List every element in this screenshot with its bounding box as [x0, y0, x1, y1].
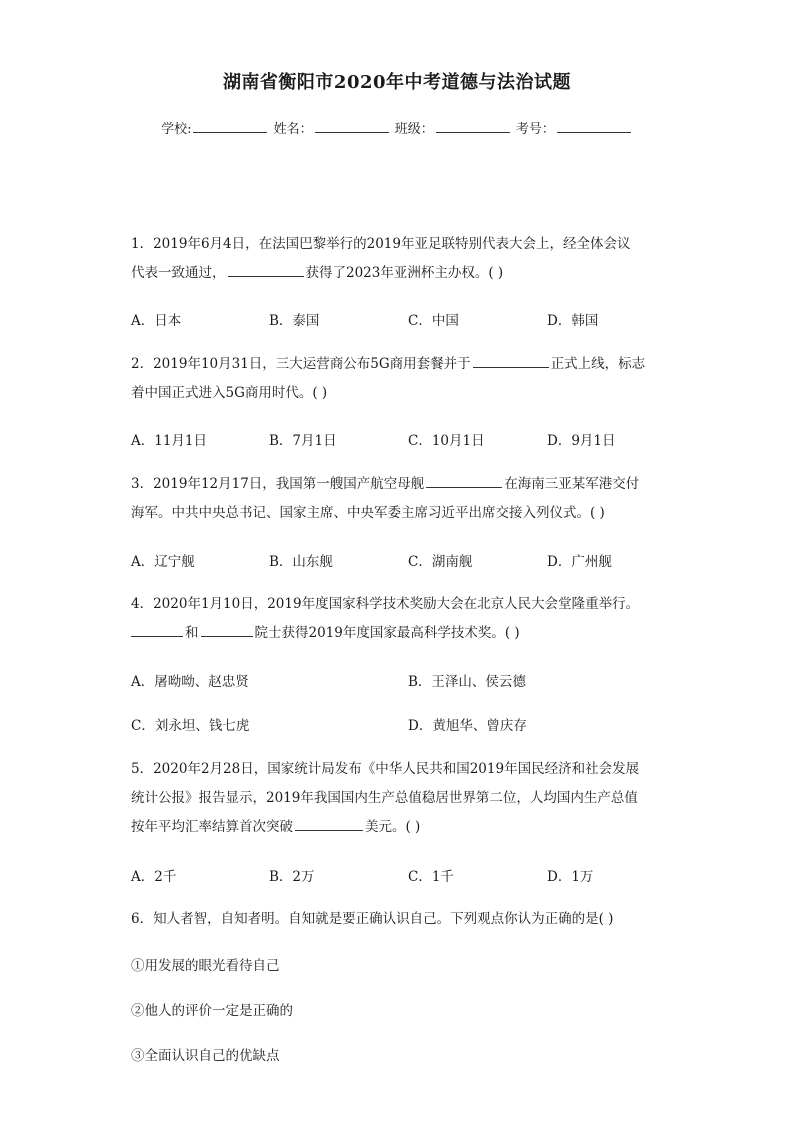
option-d: D．广州舰: [547, 554, 612, 570]
question-2-line-2: 着中国正式进入5G商用时代。( ): [131, 385, 328, 401]
name-label: 姓名：: [273, 122, 313, 137]
question-4-options-row-2: [131, 714, 691, 734]
option-c: C．中国: [408, 313, 459, 329]
page-title: 湖南省衡阳市2020年中考道德与法治试题: [222, 72, 572, 93]
school-blank: [193, 118, 267, 133]
question-5-line-3: 按年平均汇率结算首次突破 美元。( ): [131, 813, 671, 842]
question-4: [131, 590, 671, 648]
question-1-line-1: 1．2019年6月4日，在法国巴黎举行的2019年亚足联特别代表大会上，经全体会议: [131, 236, 631, 252]
question-4-line-1: 4．2020年1月10日，2019年度国家科学技术奖励大会在北京人民大会堂隆重举行。: [131, 596, 640, 612]
option-d: D．韩国: [547, 313, 599, 329]
statement-3: ③全面认识自己的优缺点: [131, 1048, 280, 1064]
option-a: A．日本: [131, 313, 182, 329]
question-5-line-1: 5．2020年2月28日，国家统计局发布《中华人民共和国2019年国民经济和社会发展: [131, 761, 640, 777]
question-4-options-row-1: [131, 670, 691, 690]
class-label: 班级：: [394, 122, 434, 137]
question-2-options: [131, 429, 691, 449]
question-1-line-2: 代表一致通过， 获得了2023年亚洲杯主办权。( ): [131, 259, 671, 288]
class-blank: [436, 118, 510, 133]
option-a: A．11月1日: [131, 433, 208, 449]
answer-blank: [201, 622, 253, 637]
question-3: [131, 470, 671, 528]
number-blank: [557, 118, 631, 133]
answer-blank: [228, 262, 304, 277]
option-c: C．10月1日: [408, 433, 485, 449]
option-c: C．刘永坦、钱七虎: [131, 718, 250, 734]
answer-blank: [426, 473, 502, 488]
question-3-line-1: 3．2019年12月17日，我国第一艘国产航空母舰 在海南三亚某军港交付: [131, 470, 671, 499]
option-b: B．王泽山、侯云德: [408, 674, 526, 690]
question-3-line-2: 海军。中共中央总书记、国家主席、中央军委主席习近平出席交接入列仪式。( ): [131, 505, 605, 521]
option-a: A．2千: [131, 869, 177, 885]
answer-blank: [295, 816, 363, 831]
option-b: B．7月1日: [269, 433, 337, 449]
question-1-options: [131, 309, 691, 329]
student-info-line: [0, 118, 794, 137]
question-5-line-2: 统计公报》报告显示，2019年我国国内生产总值稳居世界第二位，人均国内生产总值: [131, 790, 638, 806]
number-label: 考号：: [515, 122, 555, 137]
statement-2: ②他人的评价一定是正确的: [131, 1003, 293, 1019]
answer-blank: [131, 622, 183, 637]
school-label: 学校:: [161, 122, 192, 137]
option-b: B．泰国: [269, 313, 320, 329]
statement-1: ①用发展的眼光看待自己: [131, 958, 280, 974]
option-a: A．辽宁舰: [131, 554, 195, 570]
question-6-line-1: 6．知人者智，自知者明。自知就是要正确认识自己。下列观点你认为正确的是( ): [131, 911, 614, 927]
option-b: B．2万: [269, 869, 315, 885]
option-c: C．1千: [408, 869, 454, 885]
option-d: D．1万: [547, 869, 594, 885]
question-5: [131, 755, 671, 842]
option-d: D．黄旭华、曾庆存: [408, 718, 527, 734]
question-3-options: [131, 550, 691, 570]
question-6: [131, 905, 671, 934]
option-d: D．9月1日: [547, 433, 616, 449]
option-b: B．山东舰: [269, 554, 333, 570]
answer-blank: [473, 353, 549, 368]
option-c: C．湖南舰: [408, 554, 473, 570]
question-1: [131, 230, 671, 288]
question-4-line-2: 和 院士获得2019年度国家最高科学技术奖。( ): [131, 619, 671, 648]
question-2: [131, 350, 671, 408]
question-5-options: [131, 865, 691, 885]
question-2-line-1: 2．2019年10月31日，三大运营商公布5G商用套餐并于 正式上线，标志: [131, 350, 671, 379]
name-blank: [315, 118, 389, 133]
option-a: A．屠呦呦、赵忠贤: [131, 674, 249, 690]
